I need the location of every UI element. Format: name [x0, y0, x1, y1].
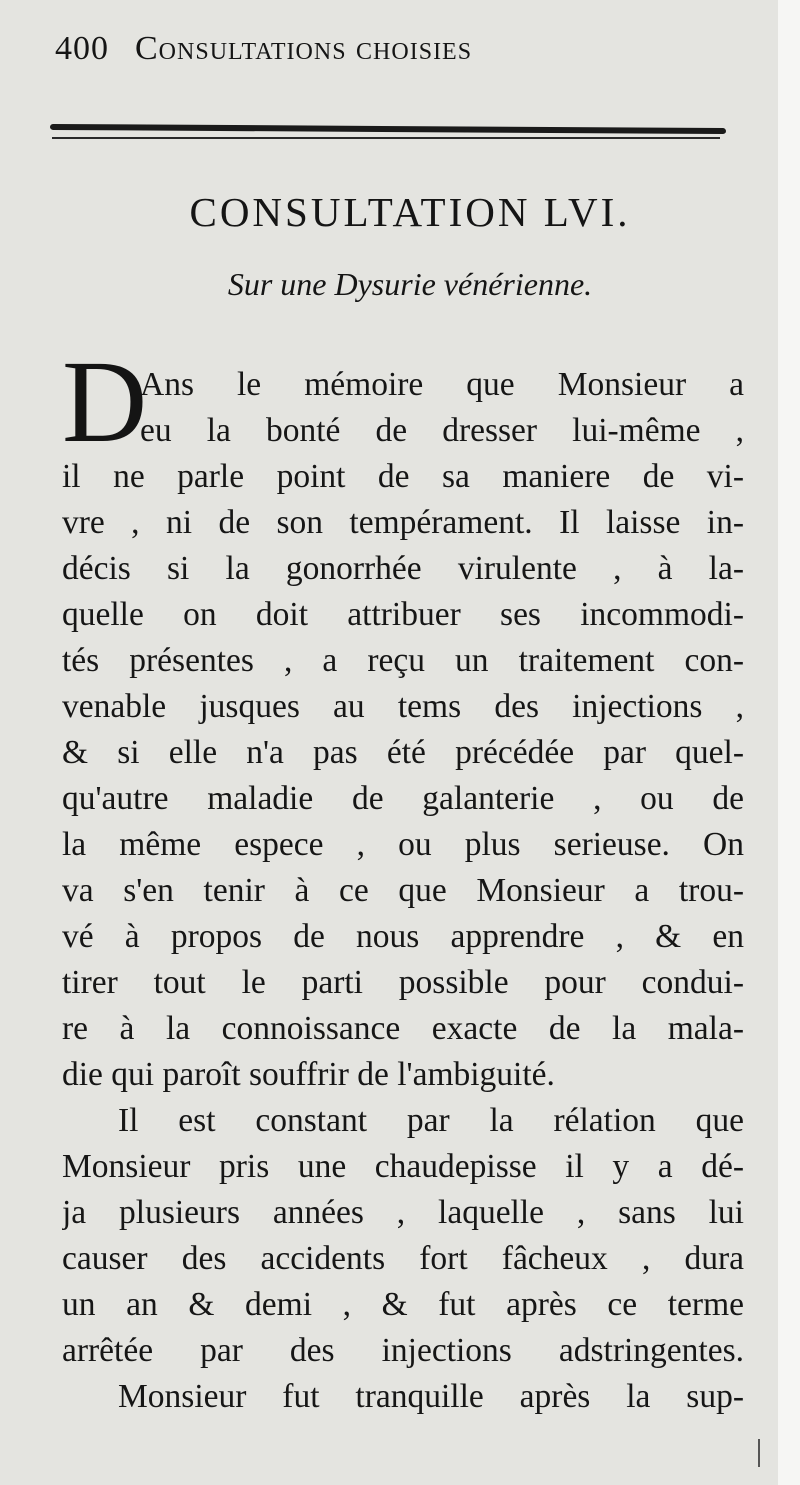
text-line: eu la bonté de dresser lui-même ,: [140, 412, 744, 449]
text-line: décis si la gonorrhée virulente , à la-: [62, 550, 744, 587]
consultation-heading: CONSULTATION LVI.: [189, 189, 631, 235]
text-line: arrêtée par des injections adstringentes.: [62, 1332, 744, 1369]
text-line: Monsieur pris une chaudepisse il y a dé-: [62, 1148, 744, 1185]
running-head: [55, 30, 472, 80]
page-number: 400: [55, 30, 109, 67]
consultation-subheading: Sur une Dysurie vénérienne.: [227, 266, 593, 302]
text-line: la même espece , ou plus serieuse. On: [62, 826, 744, 863]
margin-mark: [758, 1439, 760, 1467]
text-line: & si elle n'a pas été précédée par quel-: [62, 734, 744, 771]
text-line: il ne parle point de sa maniere de vi-: [62, 458, 744, 495]
running-title: Consultations choisies: [135, 30, 473, 67]
text-line: Ans le mémoire que Monsieur a: [140, 366, 744, 403]
drop-cap: D: [62, 336, 148, 467]
page-edge: [778, 0, 800, 1485]
text-line: qu'autre maladie de galanterie , ou de: [62, 780, 744, 817]
text-line: vé à propos de nous apprendre , & en: [62, 918, 744, 955]
header-rule-thin: [52, 137, 720, 139]
text-line: vre , ni de son tempérament. Il laisse in-: [62, 504, 744, 541]
text-line: tés présentes , a reçu un traitement con-: [62, 642, 744, 679]
text-line: Monsieur fut tranquille après la sup-: [118, 1378, 744, 1415]
text-line: venable jusques au tems des injections ,: [62, 688, 744, 725]
text-line: quelle on doit attribuer ses incommodi-: [62, 596, 744, 633]
text-line: tirer tout le parti possible pour condui-: [62, 964, 744, 1001]
text-line: re à la connoissance exacte de la mala-: [62, 1010, 744, 1047]
header-rule: [50, 124, 726, 134]
text-line: die qui paroît souffrir de l'ambiguité.: [62, 1056, 555, 1093]
body-text: [62, 362, 744, 1420]
text-line: Il est constant par la rélation que: [118, 1102, 744, 1139]
text-line: un an & demi , & fut après ce terme: [62, 1286, 744, 1323]
text-line: va s'en tenir à ce que Monsieur a trou-: [62, 872, 744, 909]
text-line: causer des accidents fort fâcheux , dura: [62, 1240, 744, 1277]
text-line: ja plusieurs années , laquelle , sans lui: [62, 1194, 744, 1231]
